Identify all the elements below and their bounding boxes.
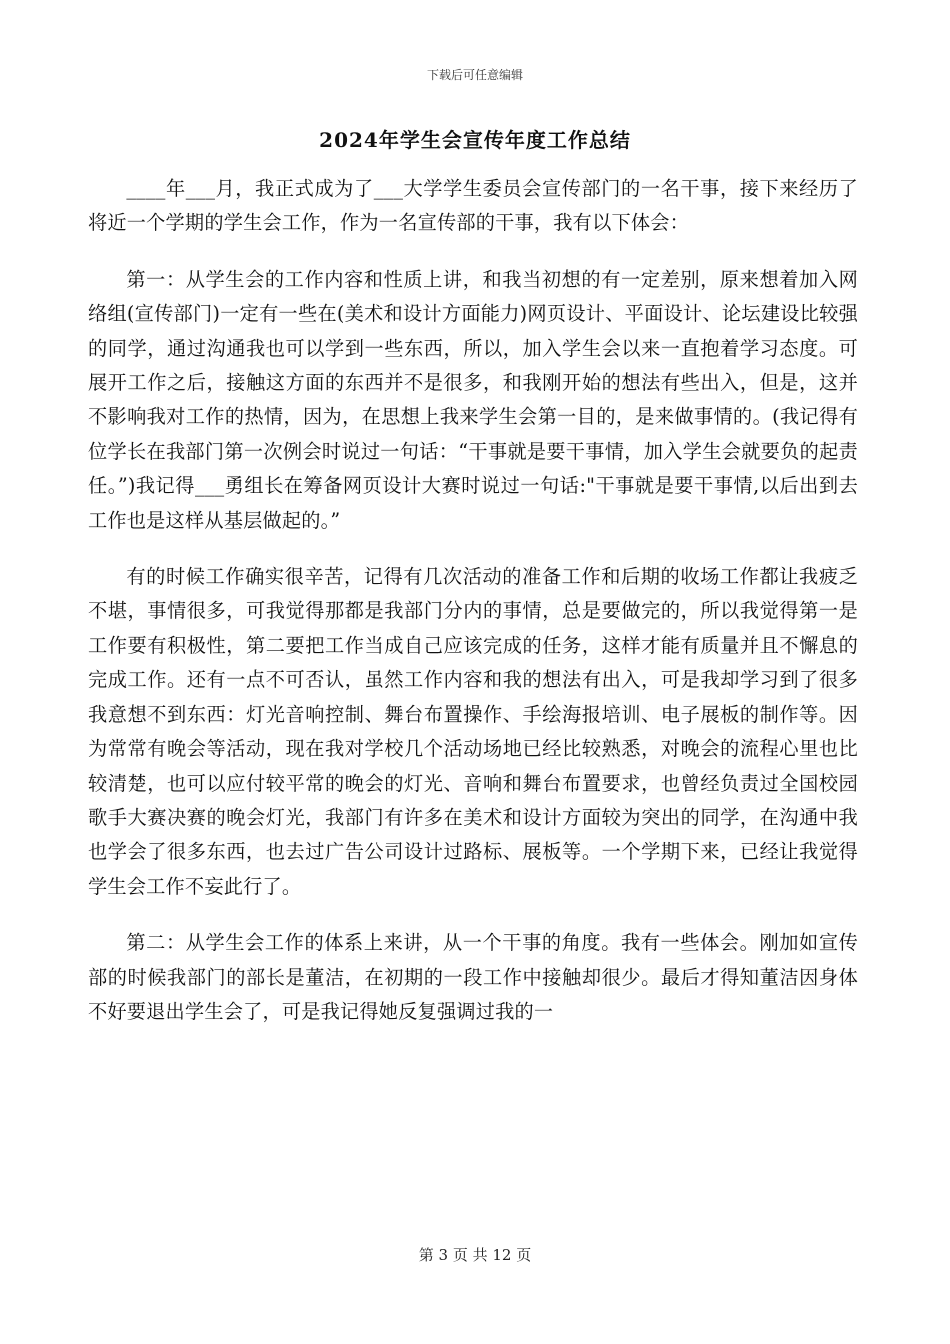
paragraph-intro: ____年___月，我正式成为了___大学学生委员会宣传部门的一名干事，接下来经历了将近一个学期的学生会工作，作为一名宣传部的干事，我有以下体会： [88, 177, 858, 235]
paragraph-first-point: 第一：从学生会的工作内容和性质上讲，和我当初想的有一定差别，原来想着加入网络组(宣传部门)一定有一些在(美术和设计方面能力)网页设计、平面设计、论坛建设比较强的同学，通过沟通我也可以学到一些东西，所以，加入学生会以来一直抱着学习态度。可展开工作之后，接触这方面的东西并不是很多，和我刚开始的想法有些出入，但是，这并不影响我对工作的热情，因为，在思想上我来学生会第一目的，是来做事情的。(我记得有位学长在我部门第一次例会时说过一句话：“干事就是要干事情，加入学生会就要负的起责任。”)我记得___勇组长在筹备网页设计大赛时说过一句话:"干事就是要干事情,以后出到去工作也是这样从基层做起的。” [88, 267, 858, 532]
document-body [88, 172, 858, 1051]
document-title: 2024年学生会宣传年度工作总结 [319, 128, 631, 152]
paragraph-hard-work: 有的时候工作确实很辛苦，记得有几次活动的准备工作和后期的收场工作都让我疲乏不堪，事情很多，可我觉得那都是我部门分内的事情，总是要做完的，所以我觉得第一是工作要有积极性，第二要把工作当成自己应该完成的任务，这样才能有质量并且不懈息的完成工作。还有一点不可否认，虽然工作内容和我的想法有出入，可是我却学习到了很多我意想不到东西：灯光音响控制、舞台布置操作、手绘海报培训、电子展板的制作等。因为常常有晚会等活动，现在我对学校几个活动场地已经比较熟悉，对晚会的流程心里也比较清楚，也可以应付较平常的晚会的灯光、音响和舞台布置要求，也曾经负责过全国校园歌手大赛决赛的晚会灯光，我部门有许多在美术和设计方面较为突出的同学，在沟通中我也学会了很多东西，也去过广告公司设计过路标、展板等。一个学期下来，已经让我觉得学生会工作不妄此行了。 [88, 565, 858, 898]
header-note: 下载后可任意编辑 [426, 68, 523, 82]
page-number: 第 3 页 共 12 页 [418, 1246, 532, 1264]
paragraph-second-point: 第二：从学生会工作的体系上来讲，从一个干事的角度。我有一些体会。刚加如宣传部的时候我部门的部长是董洁，在初期的一段工作中接触却很少。最后才得知董洁因身体不好要退出学生会了，可是我记得她反复强调过我的一 [88, 931, 858, 1023]
